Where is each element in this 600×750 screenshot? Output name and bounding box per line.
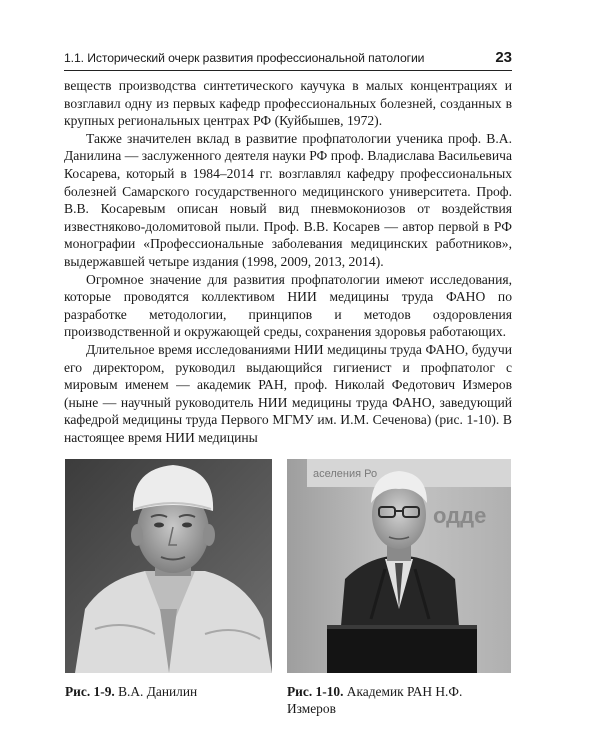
paragraph-2: Также значителен вклад в развитие профпатологии ученика проф. В.А. Данилина — заслуженного деятеля науки РФ проф. Владислава Васильевича Косарева, который в 1984–2014 гг. возглавлял кафедру профессиональных болезней Самарского государственного медицинского университета. Проф. В.В. Косаревым описан новый вид пневмокониозов от воздействия известняково-доломитовой пыли. Проф. В.В. Косарев — автор первой в РФ монографии «Профессиональные заболевания медицинских работников», выдержавшей четыре издания (1998, 2009, 2013, 2014). <box>64 130 512 269</box>
figure-label: Рис. 1-9. <box>65 684 115 699</box>
figure-label: Рис. 1-10. <box>287 684 344 699</box>
figure-caption-1-10 <box>287 683 512 717</box>
portrait-danilin-drawing <box>65 459 272 673</box>
background-wall-text: одде <box>433 503 487 528</box>
section-title: 1.1. Исторический очерк развития профессиональной патологии <box>64 51 425 65</box>
header-rule <box>64 70 512 71</box>
background-banner-text: аселения Ро <box>313 468 378 480</box>
portrait-izmerov-drawing <box>287 459 511 673</box>
running-header <box>64 49 512 69</box>
figure-caption-1-9 <box>65 683 275 700</box>
paragraph-4: Длительное время исследованиями НИИ медицины труда ФАНО, будучи его директором, руководил выдающийся гигиенист и профпатолог с мировым именем — академик РАН, проф. Николай Федотович Измеров (ныне — научный руководитель НИИ медицины труда ФАНО, заведующий кафедрой медицины труда Первого МГМУ им. И.М. Сеченова) (рис. 1-10). В настоящее время НИИ медицины <box>64 341 512 445</box>
figure-caption-text: Академик РАН Н.Ф. Измеров <box>287 684 463 716</box>
paragraph-1: веществ производства синтетического каучука в малых концентрациях и возглавил одну из первых кафедр профессиональных болезней, созданных в крупных региональных центрах РФ (Куйбышев, 1972). <box>64 78 512 129</box>
paragraph-3: Огромное значение для развития профпатологии имеют исследования, которые проводятся коллективом НИИ медицины труда ФАНО по разработке методологии, принципов и методов оздоровления производственной и окружающей среды, сохранения здоровья работающих. <box>64 271 512 340</box>
page-number: 23 <box>495 49 512 66</box>
figure-caption-text: В.А. Данилин <box>118 684 198 699</box>
portrait-izmerov <box>287 459 511 673</box>
body-text <box>64 77 512 446</box>
portrait-danilin <box>65 459 272 673</box>
